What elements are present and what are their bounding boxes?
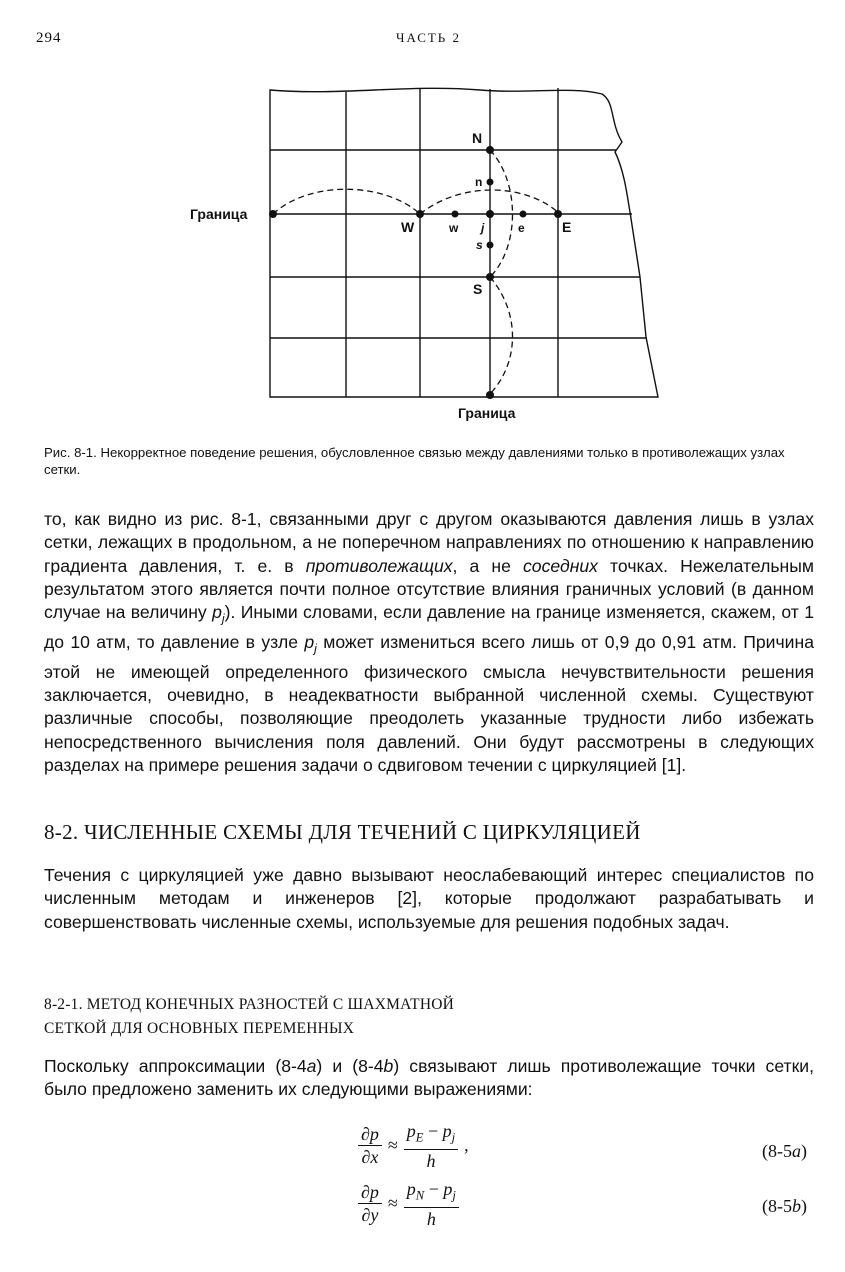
equation-number-8-5a: (8-5a)	[762, 1141, 807, 1161]
node-boundary-bottom	[486, 391, 494, 399]
label-j: j	[481, 221, 485, 235]
label-w: w	[449, 221, 459, 235]
label-n: n	[475, 175, 483, 189]
label-s: s	[476, 238, 483, 252]
eq-a-rhs: $\frac{p_E - p_j}{h}$	[404, 1120, 458, 1172]
paragraph-1	[44, 508, 814, 777]
symbol-pj: $p_j$	[212, 602, 225, 626]
equation-8-5b: $\frac{\partial p}{\partial y}$ ≈ $\frac{p_N - p_j}{h}$	[358, 1178, 465, 1230]
emphasis-adjacent: соседних	[523, 555, 598, 576]
paragraph-1-text-c: точках. Нежелательным результатом этого является почти полное отсутствие влияния граничных условий (в данном случае на величину	[44, 555, 815, 623]
grid-outer-boundary	[270, 88, 658, 397]
node-W	[416, 210, 424, 218]
figure-caption: Рис. 8-1. Некорректное поведение решения, обусловленное связью между давлениями только в противолежащих узлах сетки.	[44, 445, 785, 477]
equation-number-8-5b: (8-5b)	[762, 1196, 807, 1216]
equation-8-5a: $\frac{\partial p}{\partial x}$ ≈ $\frac{p_E - p_j}{h}$ ,	[358, 1120, 469, 1172]
page-number: 294	[36, 30, 62, 46]
label-N: N	[472, 130, 483, 146]
node-s	[487, 242, 494, 249]
node-S	[486, 273, 494, 281]
subsection-title-line-1: 8-2-1. МЕТОД КОНЕЧНЫХ РАЗНОСТЕЙ С ШАХМАТНОЙ	[44, 996, 454, 1013]
label-E: E	[562, 219, 572, 235]
section-paragraph: Течения с циркуляцией уже давно вызывают неослабевающий интерес специалистов по численным методам и инженеров [2], которые продолжают разрабатывать и совершенствовать численные схемы, используемые для решения подобных задач.	[44, 865, 814, 932]
paragraph-1-text-d: ). Иными словами, если давление на границе изменяется, скажем, от 1 до 10 атм, то давление в узле	[44, 602, 814, 652]
paragraph-1-text-b: , а не	[452, 555, 523, 576]
subsection-title	[44, 993, 454, 1041]
label-W: W	[401, 219, 415, 235]
subsection-title-line-2: СЕТКОЙ ДЛЯ ОСНОВНЫХ ПЕРЕМЕННЫХ	[44, 1020, 355, 1037]
eq-a-lhs: $\frac{\partial p}{\partial x}$	[358, 1123, 382, 1168]
arc-S-to-boundary	[490, 277, 513, 394]
paragraph-1-text-a: то, как видно из рис. 8-1, связанными друг с другом оказываются давления лишь в узлах сетки, лежащих в продольном, а не поперечном направлениях по отношению к направлению градиента давления, т. е. в	[44, 509, 814, 576]
label-boundary-bottom: Граница	[458, 405, 516, 421]
grid-figure	[170, 72, 670, 432]
node-N	[486, 146, 494, 154]
part-label: ЧАСТЬ 2	[396, 30, 462, 45]
node-E	[554, 210, 562, 218]
eq-b-rhs: $\frac{p_N - p_j}{h}$	[404, 1178, 459, 1230]
node-e	[520, 211, 527, 218]
label-boundary-left: Граница	[190, 206, 248, 222]
emphasis-opposite: противолежащих	[305, 555, 453, 576]
paragraph-1-text-e: может измениться всего лишь от 0,9 до 0,91 атм. Причина этой не имеющей определенного физического смысла нечувствительности решения заключается, очевидно, в неадекватности выбранной численной схемы. Существуют различные способы, позволяющие преодолеть указанные трудности либо избежать непосредственного вычисления поля давлений. Они будут рассмотрены в следующих разделах на примере решения задачи о сдвиговом течении с циркуляцией [1].	[44, 632, 815, 775]
node-j	[486, 210, 494, 218]
section-title: 8-2. ЧИСЛЕННЫЕ СХЕМЫ ДЛЯ ТЕЧЕНИЙ С ЦИРКУЛЯЦИЕЙ	[44, 820, 641, 844]
label-S: S	[473, 281, 483, 297]
subsection-paragraph: Поскольку аппроксимации (8-4a) и (8-4b) связывают лишь противолежащие точки сетки, было предложено заменить их следующими выражениями:	[44, 1056, 814, 1100]
node-boundary-left	[269, 210, 277, 218]
eq-b-lhs: $\frac{\partial p}{\partial y}$	[358, 1181, 382, 1226]
node-n	[487, 179, 494, 186]
symbol-pj: $p_j$	[304, 632, 317, 656]
node-w	[452, 211, 459, 218]
label-e: e	[518, 221, 525, 235]
